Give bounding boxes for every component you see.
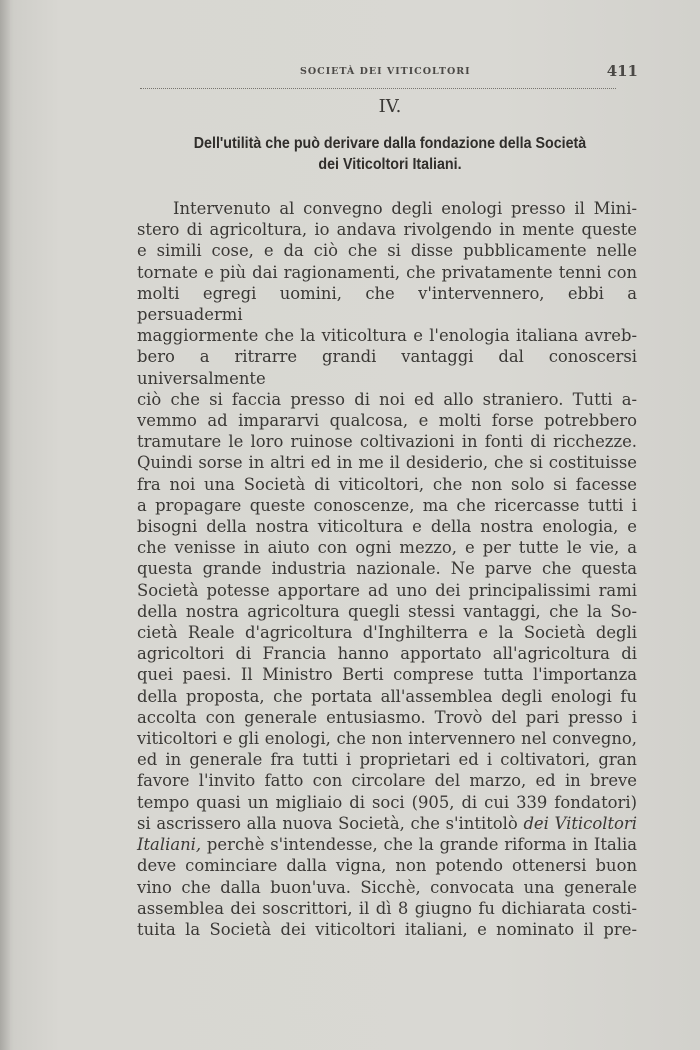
text-line — [137, 898, 637, 919]
text-segment: vemmo ad impararvi qualcosa, e molti forse potrebbero — [137, 411, 637, 431]
body-text — [137, 198, 637, 940]
text-segment: stero di agricoltura, io andava rivolgendo in mente queste — [137, 220, 637, 240]
text-segment: ed in generale fra tutti i proprietari ed i coltivatori, gran — [137, 750, 637, 770]
text-segment: ciò che si faccia presso di noi ed allo straniero. Tutti a- — [137, 389, 637, 409]
section-heading — [160, 133, 620, 175]
text-segment: tuita la Società dei viticoltori italiani, e nominato il pre- — [137, 919, 637, 939]
text-segment: della nostra agricoltura quegli stessi vantaggi, che la So- — [137, 601, 637, 621]
running-title: SOCIETÀ DEI VITICOLTORI — [300, 66, 471, 77]
text-segment: Quindi sorse in altri ed in me il desiderio, che si costituisse — [137, 453, 637, 473]
text-segment: si ascrissero alla nuova Società, che s'intitolò — [137, 813, 524, 833]
text-segment: vino che dalla buon'uva. Sicchè, convocata una generale — [137, 877, 637, 897]
text-segment: maggiormente che la viticoltura e l'enologia italiana avreb- — [137, 326, 637, 346]
text-segment: fra noi una Società di viticoltori, che non solo si facesse — [137, 474, 637, 494]
text-line — [137, 601, 637, 622]
text-line — [137, 622, 637, 643]
text-segment: Società potesse apportare ad uno dei principalissimi rami — [137, 580, 637, 600]
text-line — [137, 770, 637, 791]
text-line — [137, 834, 637, 855]
page-edge — [0, 0, 10, 1050]
text-line — [137, 219, 637, 240]
text-line — [137, 855, 637, 876]
text-segment: bero a ritrarre grandi vantaggi dal conoscersi universalmente — [137, 347, 637, 388]
text-segment: assemblea dei soscrittori, il dì 8 giugno fu dichiarata costi- — [137, 898, 637, 918]
heading-line: dei Viticoltori Italiani. — [318, 156, 462, 173]
heading-line: Dell'utilità che può derivare dalla fondazione della Società — [193, 135, 587, 152]
text-line — [137, 410, 637, 431]
text-line — [137, 728, 637, 749]
text-line — [137, 389, 637, 410]
text-line — [137, 813, 637, 834]
text-line — [137, 431, 637, 452]
text-line — [137, 474, 637, 495]
text-line — [137, 580, 637, 601]
text-line — [137, 283, 637, 325]
text-segment: molti egregi uomini, che v'intervennero, ebbi a persuadermi — [137, 283, 637, 325]
header-rule — [140, 88, 616, 89]
text-segment: perchè s'intendesse, che la grande riforma in Italia — [201, 835, 637, 855]
text-segment: bisogni della nostra viticoltura e della nostra enologia, e — [137, 517, 637, 537]
text-segment: favore l'invito fatto con circolare del marzo, ed in breve — [137, 771, 637, 791]
text-segment: Intervenuto al convegno degli enologi presso il Mini- — [173, 199, 637, 218]
text-segment: accolta con generale entusiasmo. Trovò del pari presso i — [137, 707, 637, 727]
text-segment: tornate e più dai ragionamenti, che privatamente tenni con — [137, 262, 637, 282]
text-segment: agricoltori di Francia hanno apportato all'agricoltura di — [137, 644, 637, 664]
italic-text: Italiani, — [137, 835, 202, 855]
text-segment: quei paesi. Il Ministro Berti comprese tutta l'importanza — [137, 665, 637, 685]
text-line — [137, 495, 637, 516]
text-segment: viticoltori e gli enologi, che non intervennero nel convegno, — [137, 729, 637, 749]
text-segment: e simili cose, e da ciò che si disse pubblicamente nelle — [137, 241, 637, 261]
running-header — [140, 62, 640, 84]
text-segment: della proposta, che portata all'assemblea degli enologi fu — [137, 686, 637, 706]
chapter-number: IV. — [378, 96, 402, 117]
text-line — [137, 792, 637, 813]
text-line — [137, 919, 637, 940]
text-line — [137, 558, 637, 579]
text-line — [137, 877, 637, 898]
italic-text: dei Viticoltori — [523, 813, 637, 833]
text-segment: tramutare le loro ruinose coltivazioni in fonti di ricchezze. — [137, 432, 637, 452]
text-segment: a propagare queste conoscenze, ma che ricercasse tutti i — [137, 495, 637, 515]
text-line — [137, 262, 637, 283]
text-line — [137, 749, 637, 770]
text-line — [137, 346, 637, 388]
text-line — [137, 686, 637, 707]
text-line — [137, 452, 637, 473]
text-line — [137, 240, 637, 261]
text-segment: deve cominciare dalla vigna, non potendo ottenersi buon — [137, 856, 637, 876]
text-line — [137, 707, 637, 728]
text-segment: tempo quasi un migliaio di soci (905, di cui 339 fondatori) — [137, 792, 637, 812]
text-line — [137, 664, 637, 685]
text-segment: cietà Reale d'agricoltura d'Inghilterra e la Società degli — [137, 623, 637, 643]
text-line — [137, 643, 637, 664]
text-line — [137, 325, 637, 346]
text-line — [137, 198, 637, 219]
text-segment: questa grande industria nazionale. Ne parve che questa — [137, 559, 637, 579]
text-line — [137, 516, 637, 537]
text-segment: che venisse in aiuto con ogni mezzo, e per tutte le vie, a — [137, 538, 637, 558]
page-number: 411 — [606, 62, 638, 80]
text-line — [137, 537, 637, 558]
